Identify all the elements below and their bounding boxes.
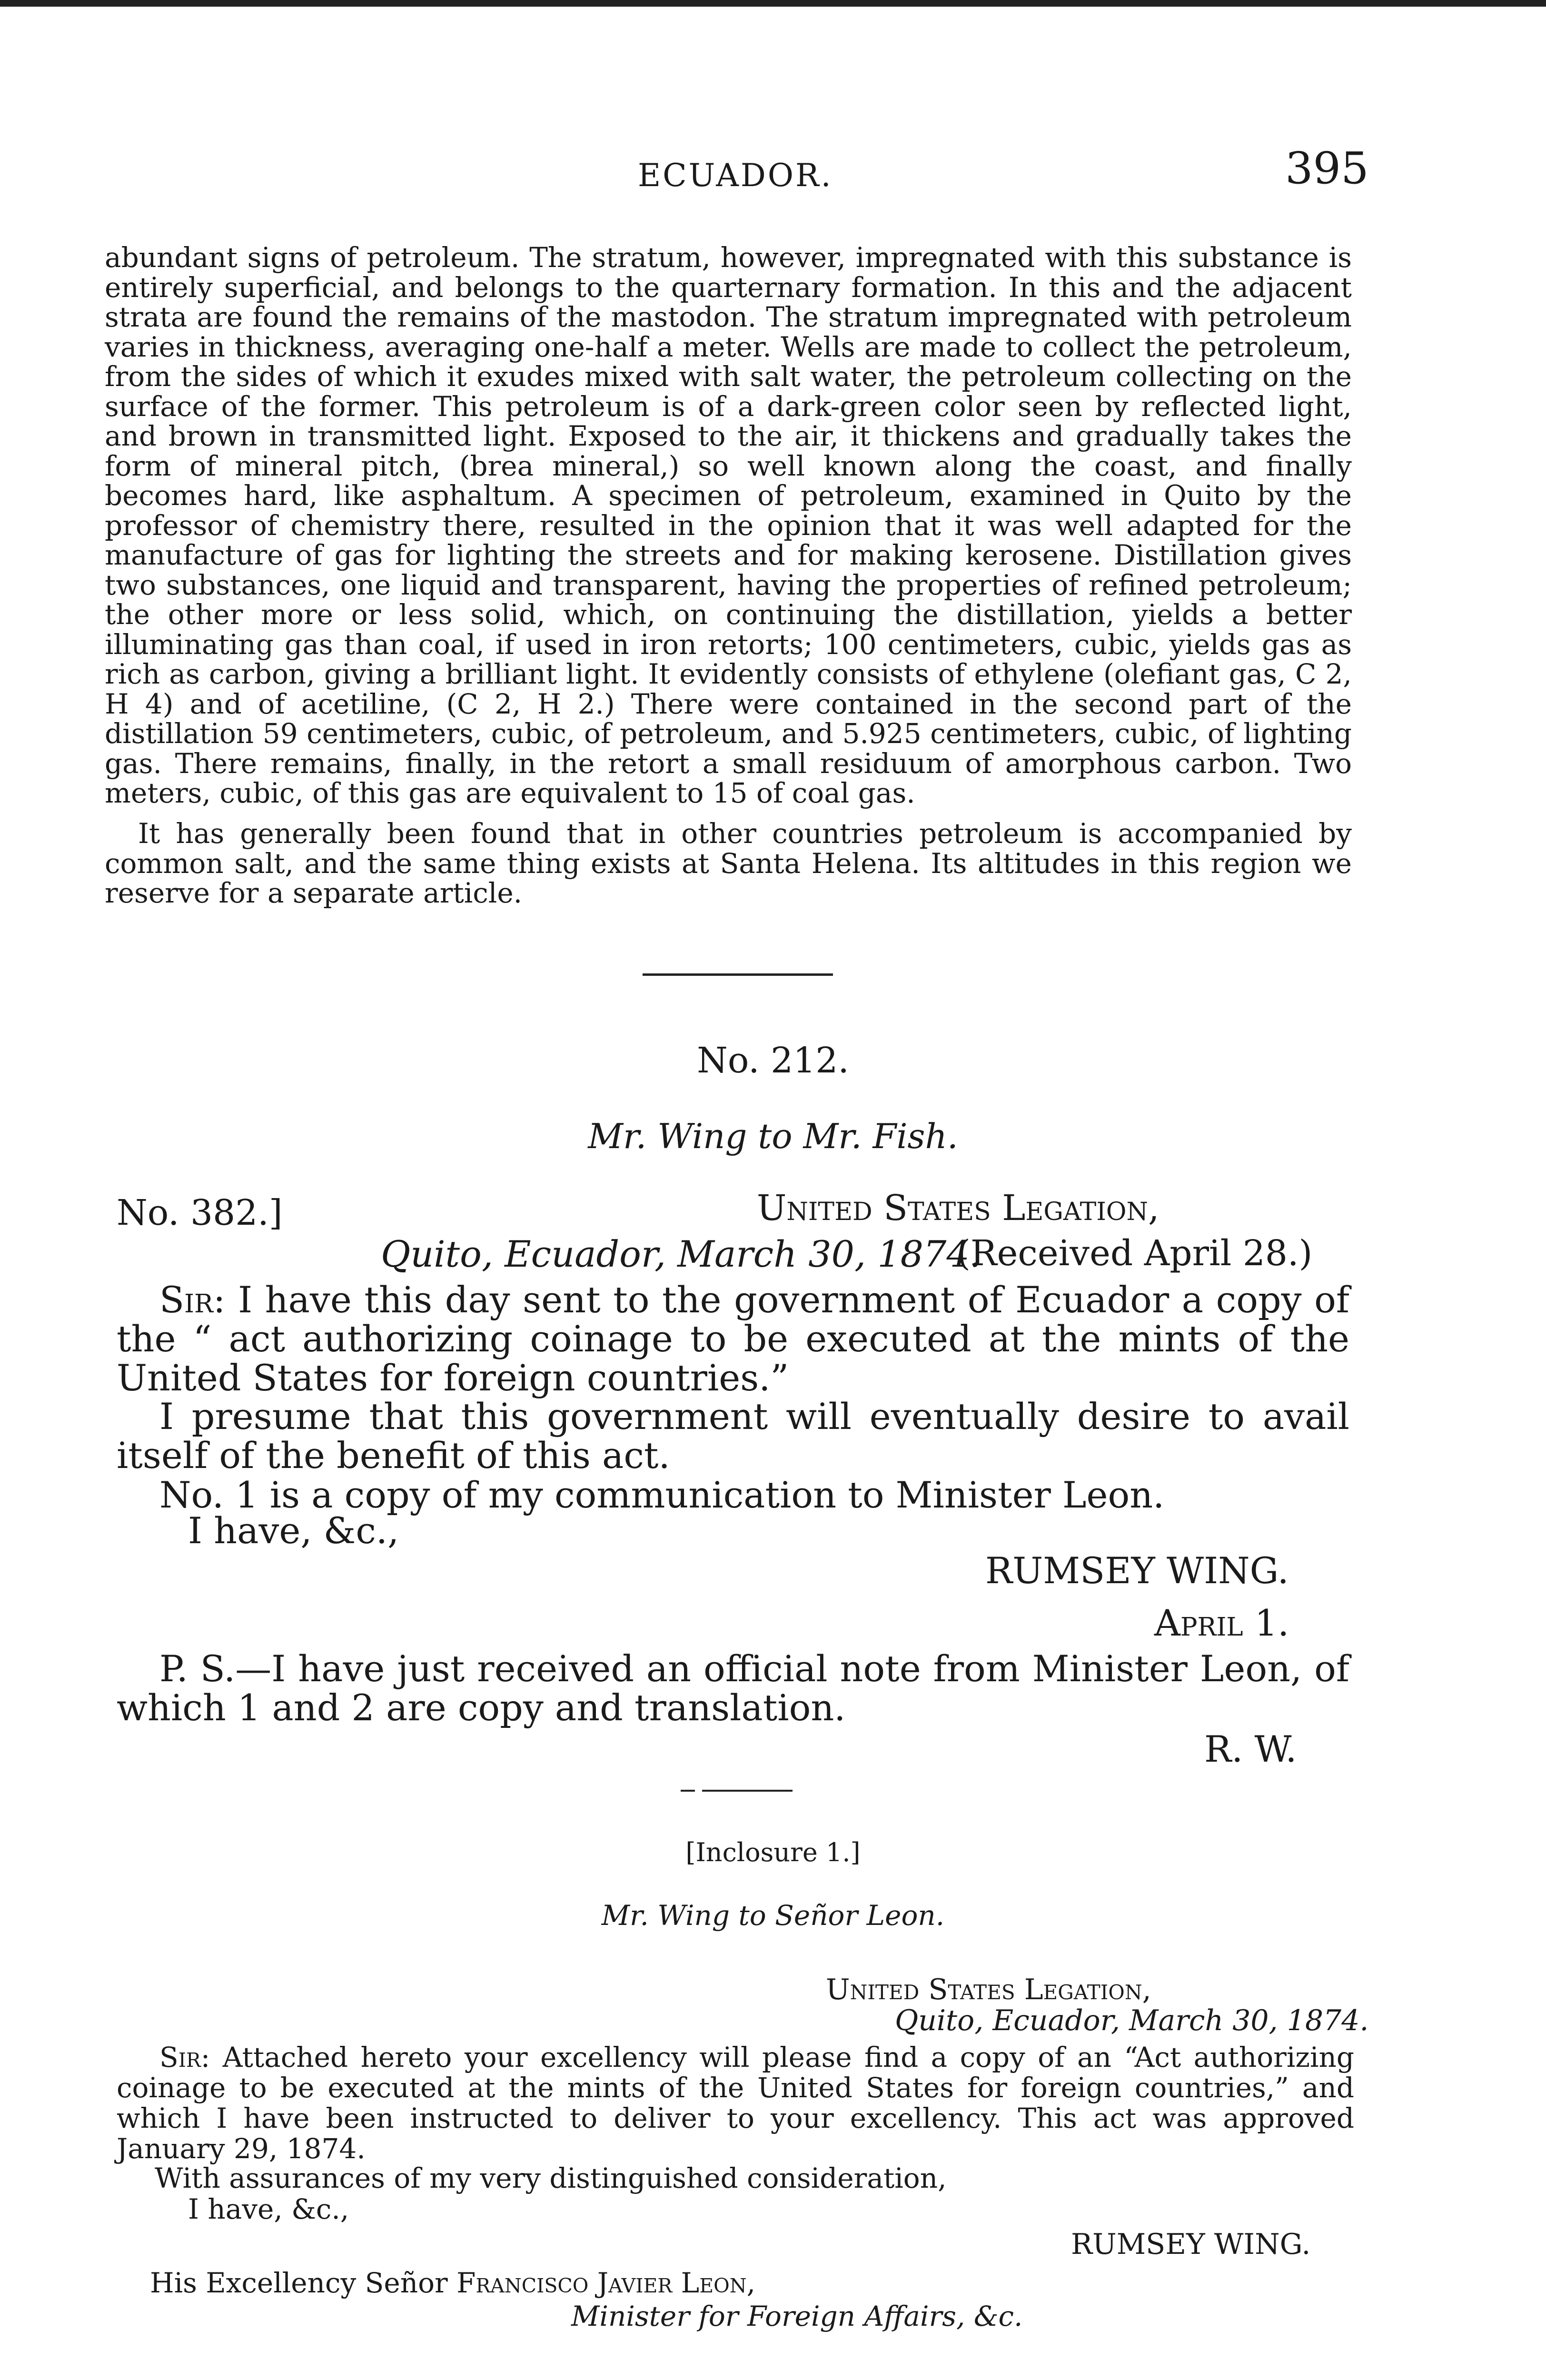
received-note: (Received April 28.): [957, 1233, 1313, 1274]
section-divider: [643, 973, 833, 976]
letter-body-3: No. 1 is a copy of my communication to Minister Leon.: [159, 1474, 1165, 1516]
addressee-prefix: His Excellency Señor: [150, 2267, 448, 2299]
dispatch-reference: No. 382.]: [117, 1192, 283, 1233]
inclosure-body-text: Attached hereto your excellency will please find a copy of an “Act authorizing coinage to be executed at the mints of the United States for foreign countries,” and which I have been instructed to deliver to your excellency. This act was approved January 29, 1874.: [117, 2041, 1354, 2165]
document-title: Mr. Wing to Mr. Fish.: [588, 1116, 958, 1156]
addressee-title: Minister for Foreign Affairs, &c.: [571, 2300, 1023, 2332]
salutation: Sir:: [159, 1279, 226, 1321]
inclosure-closing: I have, &c.,: [188, 2193, 349, 2225]
page-top-border: [0, 0, 1546, 7]
inclosure-label: [Inclosure 1.]: [685, 1837, 861, 1867]
running-header: ECUADOR.: [638, 157, 833, 194]
inclosure-signature: RUMSEY WING.: [1071, 2228, 1311, 2261]
signature: RUMSEY WING.: [985, 1549, 1289, 1592]
page-number: 395: [1285, 143, 1369, 194]
addressee-line: [150, 2268, 755, 2298]
short-divider-left: [681, 1790, 695, 1792]
document-number: No. 212.: [697, 1040, 849, 1081]
postscript: P. S.—I have just received an official note from Minister Leon, of which 1 and 2 are copy and translation.: [117, 1647, 1349, 1729]
legation-heading: United States Legation,: [757, 1188, 1160, 1229]
addressee-name: Francisco Javier Leon,: [456, 2267, 756, 2299]
postscript-date: April 1.: [1154, 1602, 1289, 1644]
dateline: Quito, Ecuador, March 30, 1874.: [381, 1233, 981, 1275]
salt-paragraph: It has generally been found that in other countries petroleum is accompanied by common salt, and the same thing exists at Santa Helena. Its altitudes in this region we reserve for a separate article.: [105, 817, 1352, 909]
letter-body-1: [117, 1280, 1349, 1398]
postscript-initials: R. W.: [1204, 1728, 1297, 1770]
closing: I have, &c.,: [188, 1509, 399, 1552]
continued-paragraph: abundant signs of petroleum. The stratum, however, impregnated with this substance is entirely superficial, and belongs to the quarternary formation. In this and the adjacent strata are found the remains of the mastodon. The stratum impregnated with petroleum varies in thickness, averaging one-half a meter. Wells are made to collect the petroleum, from the sides of which it exudes mixed with salt water, the petroleum collecting on the surface of the former. This petroleum is of a dark-green color seen by reflected light, and brown in transmitted light. Exposed to the air, it thickens and gradually takes the form of mineral pitch, (brea mineral,) so well known along the coast, and finally becomes hard, like asphaltum. A specimen of petroleum, examined in Quito by the professor of chemistry there, resulted in the opinion that it was well adapted for the manufacture of gas for lighting the streets and for making kerosene. Distillation gives two substances, one liquid and transparent, having the properties of refined petroleum; the other more or less solid, which, on continuing the distillation, yields a better illuminating gas than coal, if used in iron retorts; 100 centimeters, cubic, yields gas as rich as carbon, giving a brilliant light. It evidently consists of ethylene (olefiant gas, C 2, H 4) and of acetiline, (C 2, H 2.) There were contained in the second part of the distillation 59 centimeters, cubic, of petroleum, and 5.925 centimeters, cubic, of lighting gas. There remains, finally, in the retort a small residuum of amorphous carbon. Two meters, cubic, of this gas are equivalent to 15 of coal gas.: [105, 241, 1352, 809]
inclosure-dateline: Quito, Ecuador, March 30, 1874.: [895, 2004, 1369, 2037]
inclosure-assurances: With assurances of my very distinguished consideration,: [155, 2162, 947, 2194]
letter-body-2: I presume that this government will eventually desire to avail itself of the benefit of this act.: [117, 1395, 1349, 1477]
inclosure-salutation: Sir:: [159, 2041, 210, 2073]
short-divider-right: [702, 1790, 793, 1792]
inclosure-legation: United States Legation,: [826, 1973, 1151, 2006]
inclosure-title: Mr. Wing to Señor Leon.: [601, 1899, 945, 1932]
body-text: I have this day sent to the government of Ecuador a copy of the “ act authorizing coinage to be executed at the mints of the United States for foreign countries.”: [117, 1279, 1349, 1399]
inclosure-body: [117, 2042, 1354, 2164]
